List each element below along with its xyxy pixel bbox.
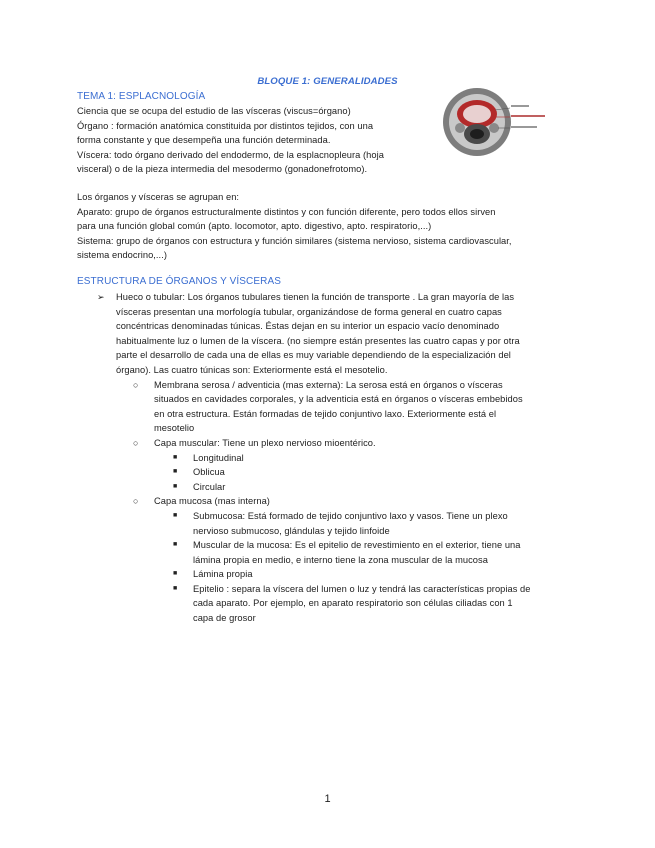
grouping-line: Sistema: grupo de órganos con estructura y función similares (sistema nervioso, sistema cardiovascular,	[77, 235, 512, 246]
list-item-lamina-propria	[97, 567, 577, 582]
muscular-item-text: Circular	[193, 481, 226, 492]
grouping-line: Aparato: grupo de órganos estructuralmente distintos y con función diferente, pero todos ellos sirven	[77, 206, 496, 217]
hollow-line: órgano). Las cuatro túnicas son: Exteriormente está el mesotelio.	[116, 364, 388, 375]
circle-bullet-icon: ○	[133, 437, 139, 448]
list-item-longitudinal	[97, 451, 577, 466]
serosa-line: Membrana serosa / adventicia (mas externa): La serosa está en órganos o vísceras	[154, 379, 503, 390]
mucosa-item-text: Muscular de la mucosa: Es el epitelio de revestimiento en el exterior, tiene una	[193, 540, 521, 551]
list-item-muscularis-mucosae	[97, 538, 577, 567]
square-bullet-icon: ■	[173, 482, 178, 490]
serosa-line: en otra estructura. Están formadas de tejido conjuntivo laxo. Exteriormente está el	[154, 408, 497, 419]
block-title: BLOQUE 1: GENERALIDADES	[257, 76, 398, 87]
mucosa-line: Capa mucosa (mas interna)	[154, 496, 270, 507]
grouping-line: para una función global común (apto. locomotor, apto. digestivo, apto. respiratorio,...)	[77, 221, 432, 232]
intro-line: visceral) o de la pieza intermedia del mesodermo (gonadonefrotomo).	[77, 164, 368, 175]
mucosa-sublist	[154, 509, 577, 626]
circle-bullet-icon: ○	[133, 379, 139, 390]
list-item-mucosa	[97, 494, 577, 625]
grouping-line: Los órganos y vísceras se agrupan en:	[77, 192, 240, 202]
intro-line: Víscera: todo órgano derivado del endodermo, de la esplacnopleura (hoja	[77, 149, 384, 160]
topic-title: TEMA 1: ESPLACNOLOGÍA	[77, 91, 206, 102]
grouping-line: sistema endocrino,...)	[77, 250, 167, 261]
structure-heading: ESTRUCTURA DE ÓRGANOS Y VÍSCERAS	[77, 276, 281, 287]
mucosa-item-text: lámina propia en medio, e interno tiene la zona muscular de la mucosa	[193, 554, 488, 565]
square-bullet-icon: ■	[173, 453, 178, 461]
mucosa-item-text: Submucosa: Está formado de tejido conjuntivo laxo y vasos. Tiene un plexo	[193, 510, 508, 521]
circle-bullet-icon: ○	[133, 496, 139, 507]
square-bullet-icon: ■	[173, 468, 178, 476]
muscular-item-text: Oblicua	[193, 467, 225, 478]
muscular-line: Capa muscular: Tiene un plexo nervioso mioentérico.	[154, 437, 376, 448]
intro-line: Ciencia que se ocupa del estudio de las vísceras (viscus=órgano)	[77, 106, 351, 116]
list-item-circular	[97, 480, 577, 495]
hollow-line: vísceras presentan una morfología tubular, organizándose de forma general en cuatro capas	[116, 306, 502, 317]
mucosa-item-text: Lámina propia	[193, 569, 253, 580]
square-bullet-icon: ■	[173, 584, 178, 592]
hollow-line: concéntricas denominadas túnicas. Éstas dejan en su interior un espacio vacío denominado	[116, 321, 500, 332]
grouping-paragraph	[77, 190, 587, 263]
intro-line: Órgano : formación anatómica constituida por distintos tejidos, con una	[77, 120, 374, 131]
page-number: 1	[324, 793, 331, 805]
mucosa-item-text: Epitelio : separa la víscera del lumen o luz y tendrá las características propias de	[193, 583, 531, 594]
list-item-oblique	[97, 465, 577, 480]
square-bullet-icon: ■	[173, 570, 178, 578]
list-item-serosa	[97, 378, 577, 436]
tunics-list	[97, 378, 577, 626]
list-item-submucosa	[97, 509, 577, 538]
list-item-epithelium	[97, 582, 577, 626]
square-bullet-icon: ■	[173, 511, 178, 519]
serosa-line: mesotelio	[154, 423, 195, 434]
hollow-line: Hueco o tubular: Los órganos tubulares tienen la función de transporte . La gran mayoría de las	[116, 292, 515, 302]
intro-paragraph	[77, 104, 429, 177]
mucosa-item-text: nervioso submucoso, glándulas y tejido linfoide	[193, 525, 390, 536]
muscular-item-text: Longitudinal	[193, 452, 244, 463]
muscular-sublist	[154, 451, 577, 495]
mucosa-item-text: cada aparato. Por ejemplo, en aparato respiratorio son células ciliadas con 1	[193, 598, 513, 609]
hollow-line: habitualmente luz o lumen de la víscera. (no siempre están presentes las cuatro capas y por otra	[116, 335, 520, 346]
arrow-bullet-icon: ➢	[97, 292, 105, 302]
structure-list	[97, 290, 577, 626]
square-bullet-icon: ■	[173, 541, 178, 549]
serosa-line: situados en cavidades corporales, y la adventicia está en órganos o vísceras embebidos	[154, 394, 523, 405]
intro-line: forma constante y que desempeña una función determinada.	[77, 135, 331, 146]
mucosa-item-text: capa de grosor	[193, 613, 256, 624]
list-item-muscular	[97, 436, 577, 494]
anatomy-cross-section-figure	[440, 84, 558, 160]
hollow-line: parte el desarrollo de cada una de ellas es muy variable dependiendo de la especialización del	[116, 350, 511, 361]
list-item-hollow	[97, 290, 577, 626]
